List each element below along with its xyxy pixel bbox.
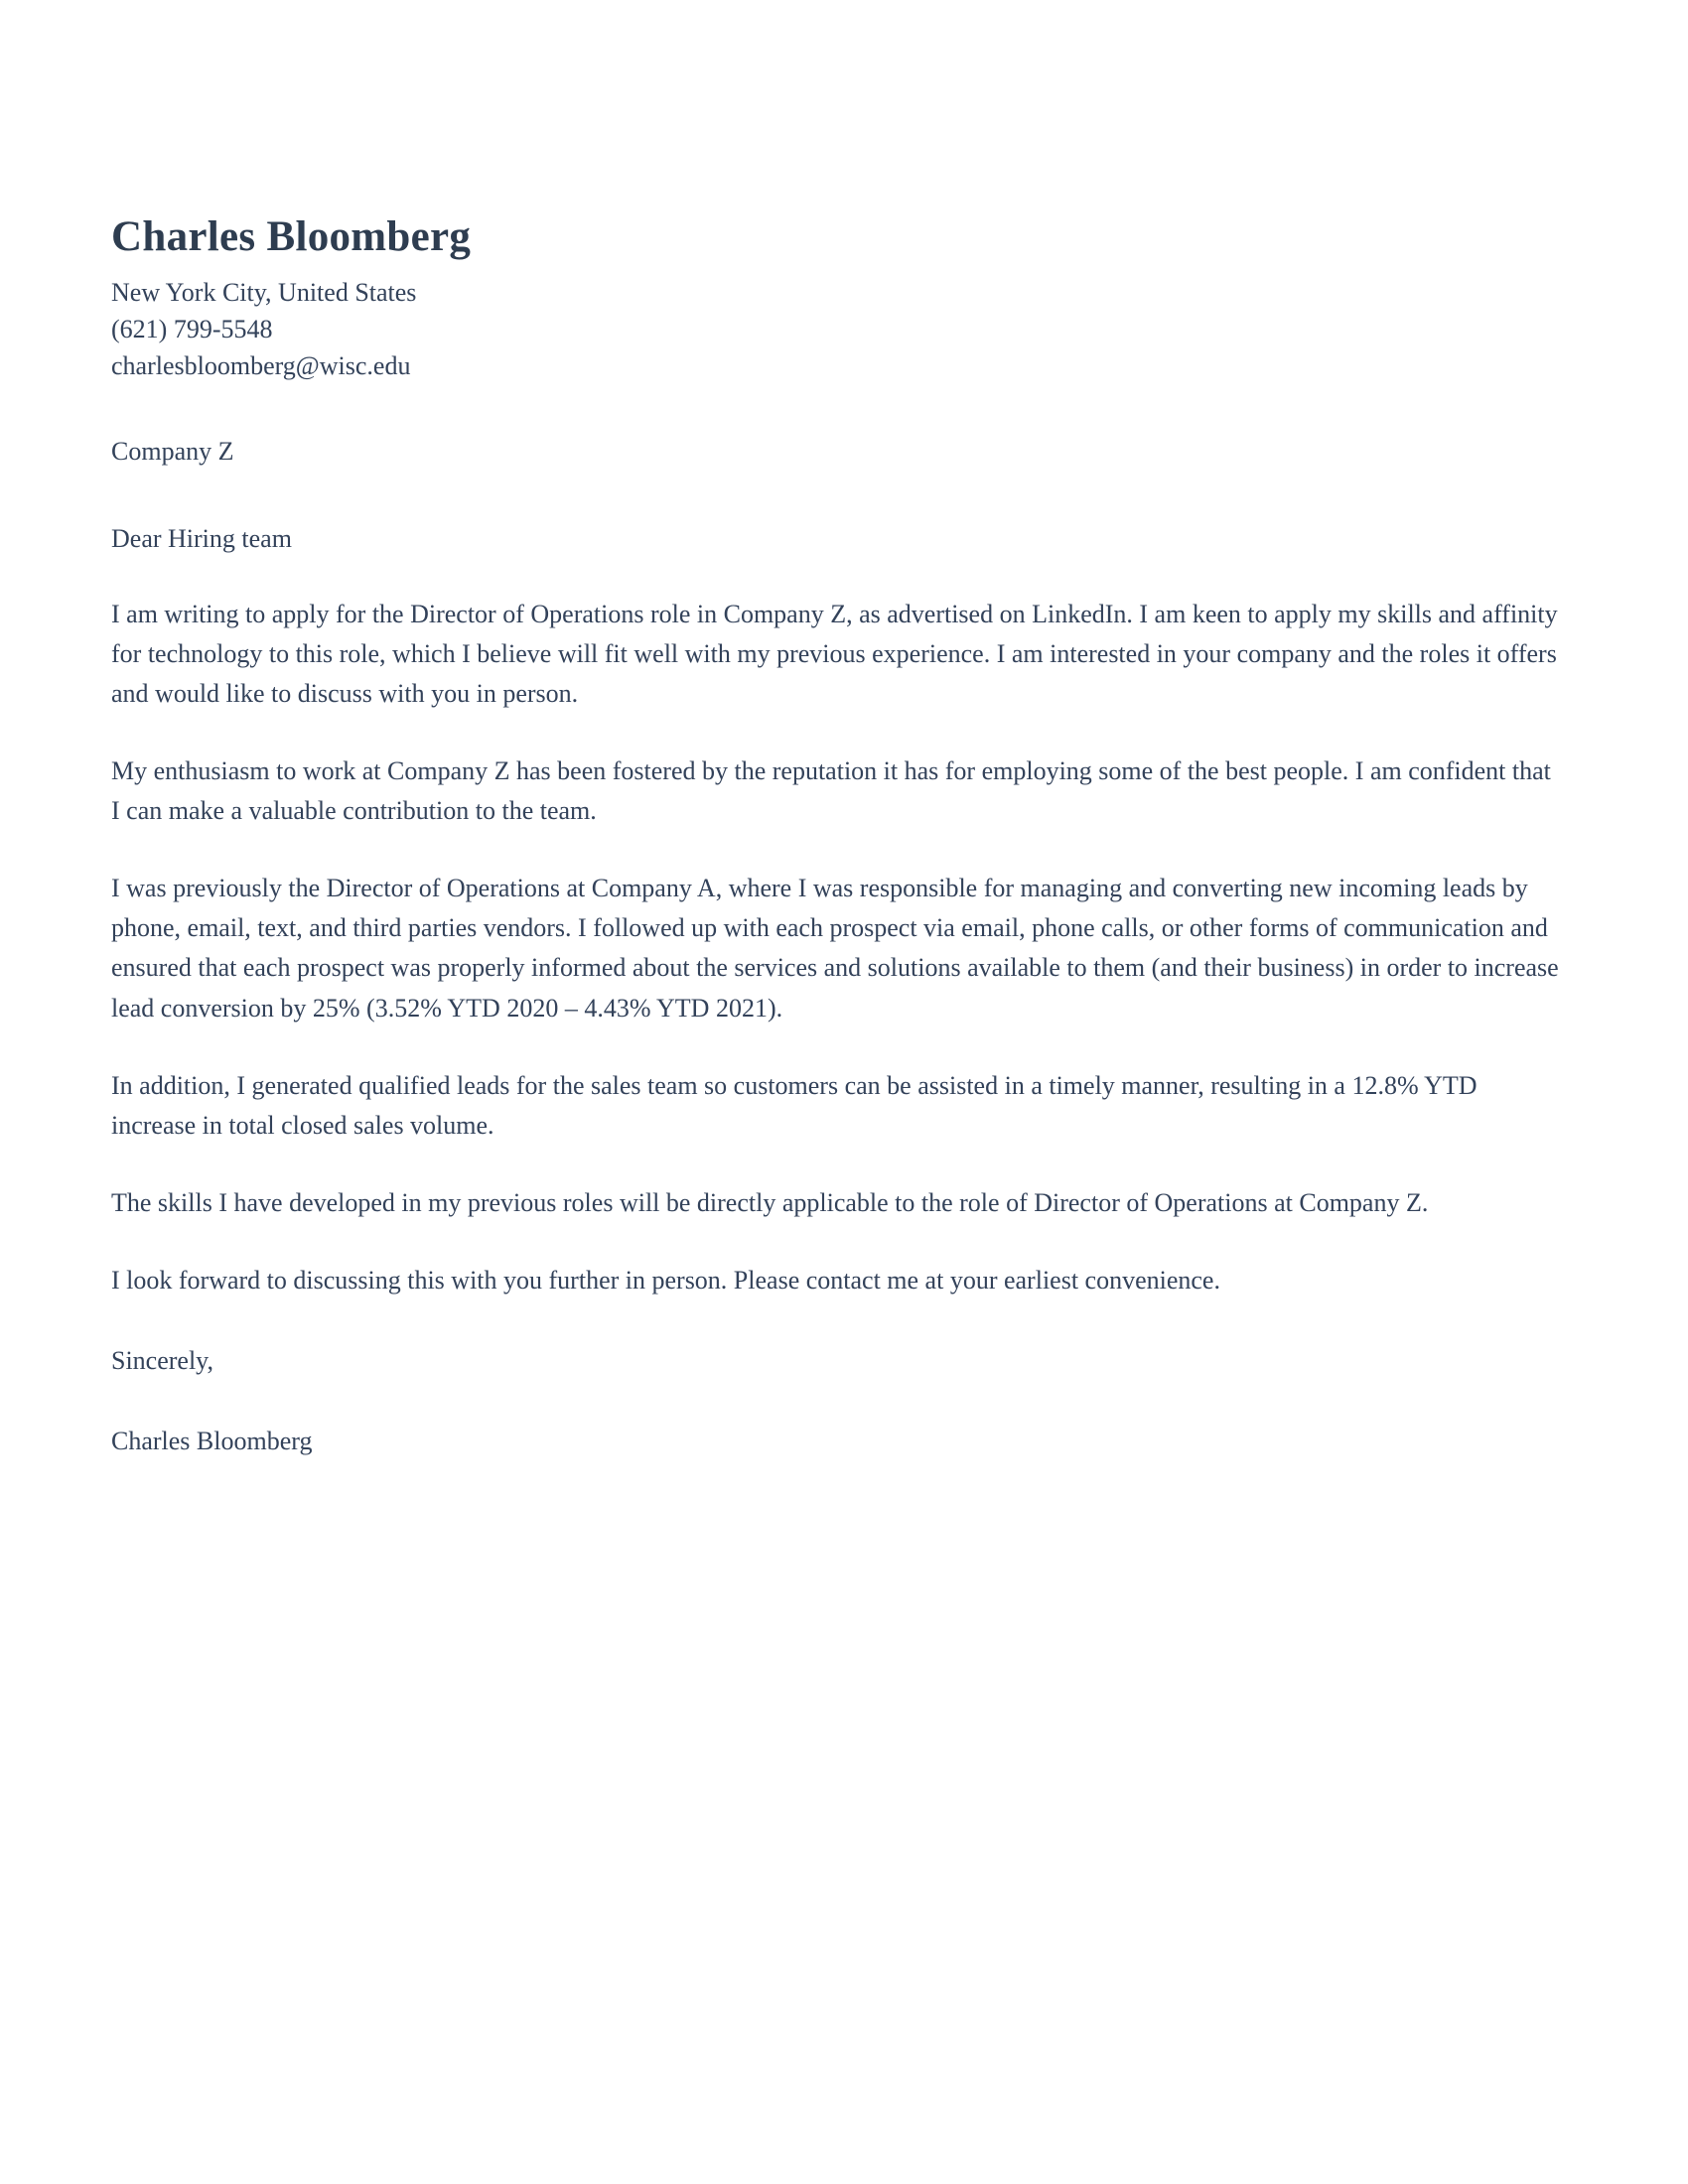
salutation: Dear Hiring team [111, 523, 292, 553]
body-paragraph-5: The skills I have developed in my previous roles will be directly applicable to the role of Director of Operations at Company Z. [111, 1187, 1429, 1217]
contact-phone: (621) 799-5548 [111, 315, 273, 344]
body-paragraph-3: I was previously the Director of Operations at Company A, where I was responsible for managing and converting new incoming leads by phone, email, text, and third parties vendors. I followed up with each prospect via email, phone calls, or other forms of communication and ensured that each prospect was properly informed about the services and solutions available to them (and their business) in order to increase lead conversion by 25% (3.52% YTD 2020 – 4.43% YTD 2021). [111, 874, 1559, 1023]
cover-letter-body [111, 213, 1563, 1460]
body-paragraph-6: I look forward to discussing this with you further in person. Please contact me at your earliest convenience. [111, 1265, 1220, 1295]
contact-location: New York City, United States [111, 278, 417, 308]
signature-name: Charles Bloomberg [111, 1427, 313, 1456]
valediction: Sincerely, [111, 1345, 213, 1375]
contact-email: charlesbloomberg@wisc.edu [111, 350, 411, 380]
body-paragraph-4: In addition, I generated qualified leads for the sales team so customers can be assisted in a timely manner, resulting in a 12.8% YTD increase in total closed sales volume. [111, 1070, 1477, 1140]
body-paragraph-1: I am writing to apply for the Director of Operations role in Company Z, as advertised on LinkedIn. I am keen to apply my skills and affinity for technology to this role, which I believe will fit well with my previous experience. I am interested in your company and the roles it offers and would like to discuss with you in person. [111, 600, 1558, 709]
page-title: Charles Bloomberg [111, 213, 472, 260]
contact-details [111, 275, 1563, 385]
body-paragraph-2: My enthusiasm to work at Company Z has been fostered by the reputation it has for employing some of the best people. I am confident that I can make a valuable contribution to the team. [111, 756, 1551, 826]
recipient-company: Company Z [111, 436, 234, 466]
